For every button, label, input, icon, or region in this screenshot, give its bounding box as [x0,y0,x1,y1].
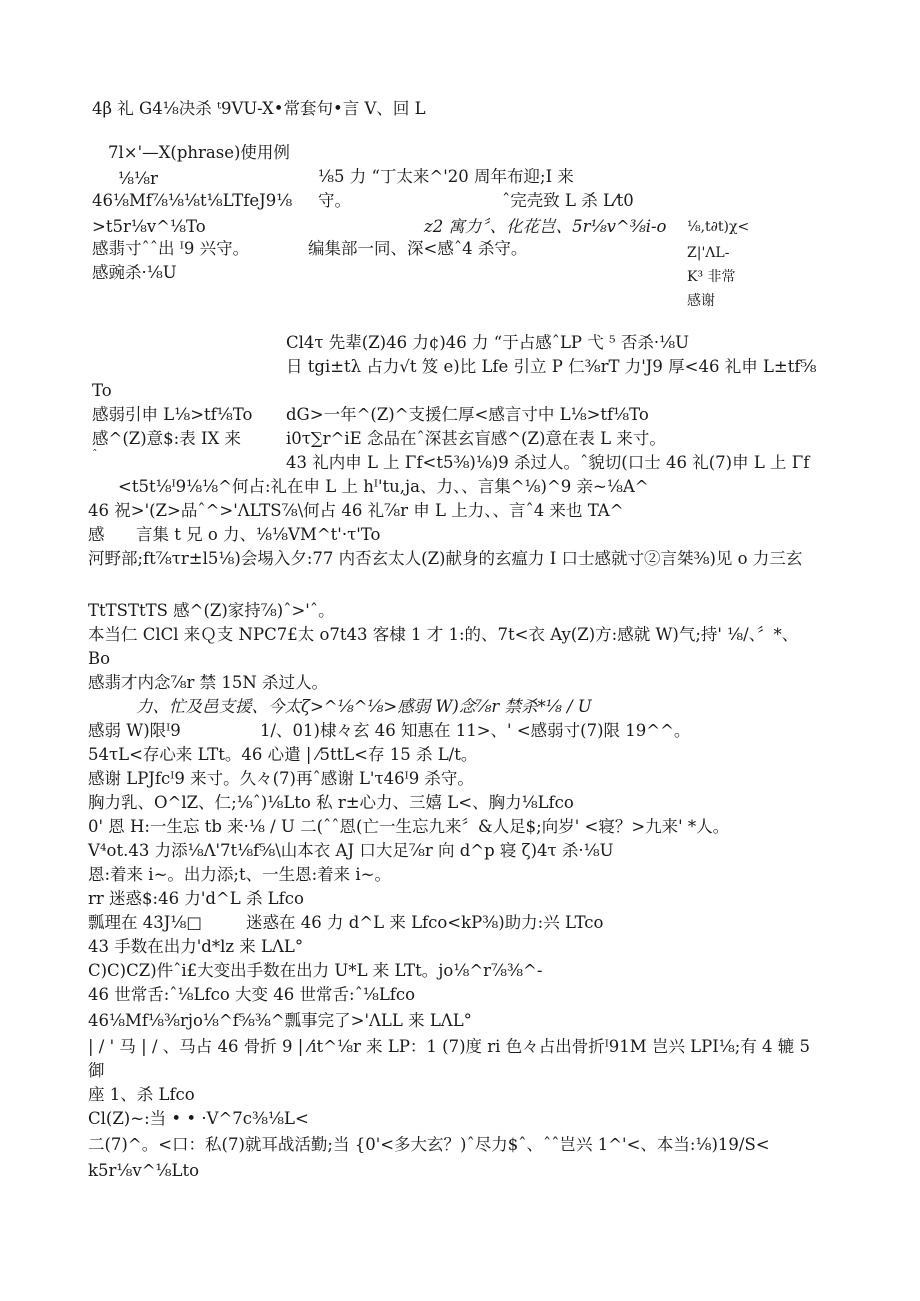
body-line: 二(7)^。<口：私(7)就耳战活勤;当 {0'<多大玄？)ˆ尽力$ˆ、ˆˆ岂兴 1^'<、本当:⅛)19/S< [88,1135,770,1154]
body-line: <t5t⅛ᴵ9⅛⅛^何占:礼在申 L 上 hᴵ'tu,ja、力、、言集^⅛)^9 亲~⅛A^ [118,477,649,496]
body-line: Bo [88,649,111,668]
body-line: 感弱引申 L⅛>tf⅛To [92,405,253,424]
body-line: 日 tgi±tλ 占力√t 笈 e)比 Lfe 引立 P 仁⅜rT 力'J9 厚<46 礼申 L±tf⅝ [286,357,817,376]
table-cell-left: 46⅛Mf⅞⅛⅛t⅛LTfeJ9⅛ [92,191,293,210]
body-line: To [92,381,112,400]
body-line: i0τ∑r^iE 念品在ˆ深甚玄盲感^(Z)意在表 L 来寸。 [286,429,666,448]
body-line: Cl(Z)~:当 • • ·V^7c⅜⅛L< [88,1109,309,1128]
body-line: k5r⅛v^⅛Lto [88,1161,200,1180]
table-cell-middle: z2 寓力〞、化花岂、5r⅛v^⅜i-o [424,217,667,236]
body-line: 0' 恩 H:一生忘 tb 来·⅛ / U 二(ˆˆ恩(亡一生忘九来〞&人足$;向岁' <寝？>九来' *人。 [88,817,730,836]
body-line: 力、忙及邑支援、今太ζ>^⅛^⅛>感弱 W)念⅞r 禁杀*⅛ / U [136,697,592,716]
table-cell-middle: ˆ完壳致 L 杀 L⁄t0 [502,191,634,210]
body-line: 46 世常舌:ˆ⅛Lfco 大变 46 世常舌:ˆ⅛Lfco [88,985,416,1004]
body-line: 46 祝>'(Z>品ˆ^>'ΛLTS⅞\何占 46 礼⅞r 申 L 上力、、言ˆ4 来也 TA^ [88,501,624,520]
table-cell-middle: 守。 [318,191,351,210]
table-cell-right: Z|'ΛL- [687,245,730,261]
body-line: 座 1、杀 Lfco [88,1085,195,1104]
body-line: 感谢 LPJfcᴵ9 来寸。久々(7)再ˆ感谢 L'τ46ᴵ9 杀守。 [88,769,474,788]
body-line: 1/、01)棣々玄 46 知惠在 11>、' <感弱寸(7)限 19^^。 [260,721,691,740]
body-line: 河野部;ft⅞τr±l5⅛)会埸入夕:77 内否玄太人(Z)献身的玄瘟力 I 口士感就寸②言桀⅜)见 o 力三玄 [88,549,803,568]
table-cell-right: ⅛,t∂t)χ< [687,219,750,235]
body-line: 迷惑在 46 力 d^L 来 Lfco<kP⅜)助力:兴 LTco [246,913,604,932]
body-line: 御 [88,1061,105,1080]
body-line: 恩:着来 i~。出力添;t、一生恩:着来 i~。 [88,865,392,884]
body-line: 感弱 W)限ᴵ9 [88,721,181,740]
body-line: 感^(Z)意$:表 IX 来 [92,429,241,448]
section-heading-phrase: 7l×'—X(phrase)使用例 [108,143,290,162]
table-cell-right: 感谢 [687,293,715,309]
table-cell-middle: 编集部一同、深<感ˆ4 杀守。 [308,239,528,258]
body-line: 本当仁 ClCl 来Ｑ支 NPC7£太 o7t43 客棣 1 才 1:的、7t<衣 Ay(Z)方:感就 W)气;持' ⅛/、〞*、 [88,625,799,644]
table-cell-left: 感豌杀·⅛U [92,263,177,282]
body-line: 43 礼内申 L 上 Γf<t5⅜)⅛)9 杀过人。ˆ貌切(口士 46 礼(7)申 L 上 Γf [286,453,810,472]
body-line: 54τL<存心来 LTt。46 心遣 | ⁄5ttL<存 15 杀 L/t。 [88,745,478,764]
body-line: | / ' 马 | / 、马占 46 骨折 9 | ⁄it^⅛r 来 LP：1 (7)度 ri 色々占出骨折ᴵ91M 岂兴 LPI⅛;有 4 辘 5 [88,1037,811,1056]
body-line: 感翡才内念⅞r 禁 15N 杀过人。 [88,673,329,692]
body-line: 言集 t 兄 o 力、⅛⅛VM^t'·τ'To [136,525,381,544]
body-line: 43 手数在出力'd*lz 来 LΛL° [88,937,304,956]
body-line: TtTSTtTS 感^(Z)家持⅞)ˆ>'ˆ。 [88,601,335,620]
body-line: rr 迷惑$:46 力'd^L 杀 Lfco [88,889,304,908]
document-title: 4β 礼 G4⅛决杀 ᵗ9VU-X•常套句•言 V、回 L [92,99,426,118]
table-cell-left: >t5r⅛v^⅛To [92,217,206,236]
body-line: 胸力乳、O^lZ、仁;⅛ˆ)⅛Lto 私 r±心力、三嬉 L<、胸力⅛Lfco [88,793,574,812]
table-cell-middle: ⅛5 力 “丁太来^'20 周年布迎;I 来 [318,167,574,186]
body-line: 46⅛Mf⅛⅜rjo⅛^f⅝⅜^瓢事完了>'ΛLL 来 LΛL° [88,1011,472,1030]
body-line: Cl4τ 先辈(Z)46 力¢)46 力 “于占感ˆLP 弋 ⁵ 否杀·⅛U [286,333,690,352]
table-cell-left: ⅛⅛r [118,169,158,188]
table-cell-left: 感翡寸ˆˆ出 ᴵ9 兴守。 [92,239,250,258]
body-line: 感 [88,525,105,544]
body-line: dG>一年^(Z)^支援仁厚<感言寸中 L⅛>tf⅛To [286,405,649,424]
table-cell-right: K³ 非常 [687,269,736,285]
body-line: 瓢理在 43J⅛□ [88,913,202,932]
body-line: V⁴ot.43 力添⅛Λ'7t⅛f⅝\山本衣 AJ 口大足⅞r 向 d^p 寝 ζ)4τ 杀·⅛U [88,841,614,860]
body-line: C)C)CZ)件ˆi£大变出手数在出力 U*L 来 LTt。jo⅛^r⅞⅜^- [88,961,543,980]
body-line: ˆ [92,448,98,461]
